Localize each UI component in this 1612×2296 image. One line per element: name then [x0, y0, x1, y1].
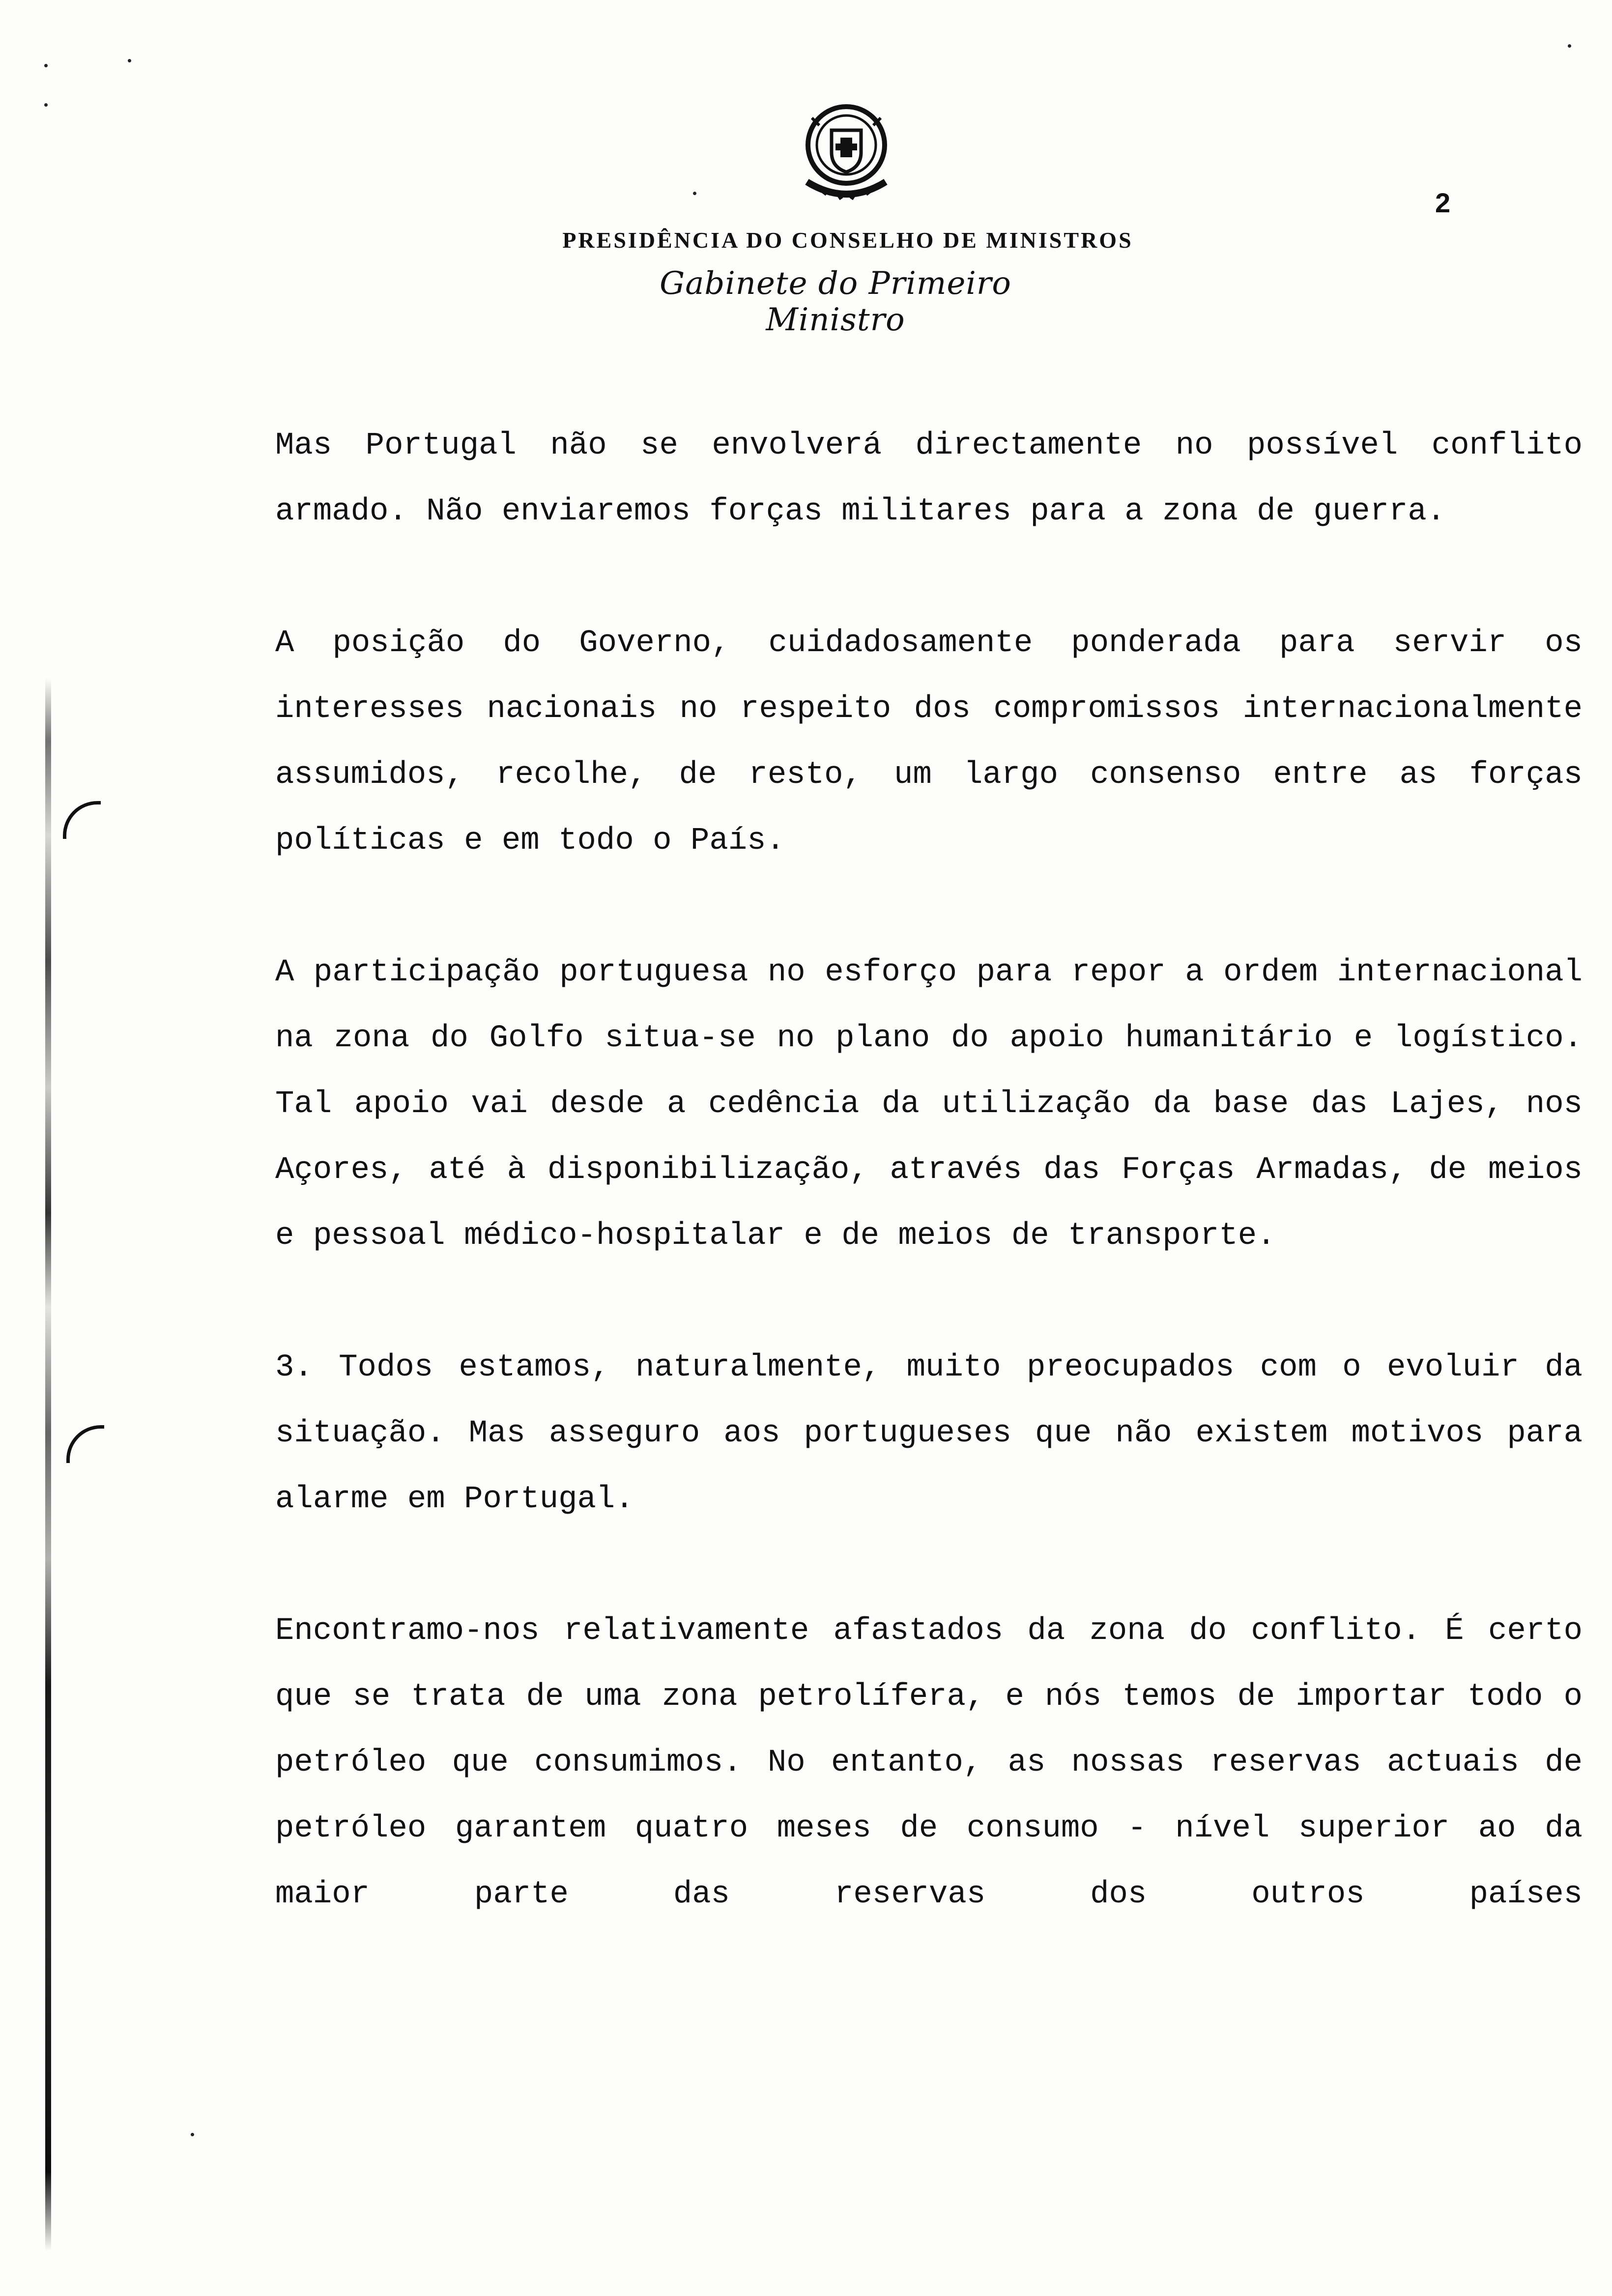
scan-speck: [44, 64, 48, 67]
paragraph: A posição do Governo, cuidadosamente ponderada para servir os interesses nacionais no respeito dos compromissos internacionalmente assumidos, recolhe, de resto, um largo consenso entre as forças políticas e em todo o País.: [275, 626, 1583, 859]
issuing-office: PRESIDÊNCIA DO CONSELHO DE MINISTROS: [562, 228, 1133, 253]
portuguese-coat-of-arms-icon: [792, 98, 900, 211]
paragraph: Encontramo-nos relativamente afastados da zona do conflito. É certo que se trata de uma zona petrolífera, e nós temos de importar todo o petróleo que consumimos. No entanto, as nossas reservas actuais de petróleo garantem quatro meses de consumo - nível superior ao da maior parte das reservas dos outros países: [275, 1613, 1583, 1912]
scan-speck: [191, 2133, 194, 2136]
scan-speck: [128, 59, 131, 62]
punch-hole-mark-lower: [66, 1425, 104, 1463]
scan-speck: [693, 192, 696, 195]
cabinet-signature-line: Gabinete do Primeiro Ministro: [660, 265, 1011, 338]
page-number: 2: [1435, 187, 1451, 218]
punch-hole-mark-upper: [63, 801, 101, 839]
scan-binding-edge: [45, 678, 51, 2251]
scan-speck: [44, 103, 48, 107]
document-body: [275, 413, 1583, 1927]
paragraph: A participação portuguesa no esforço para repor a ordem internacional na zona do Golfo situa-se no plano do apoio humanitário e logístico. Tal apoio vai desde a cedência da utilização da base das Lajes, nos Açores, até à disponibilização, através das Forças Armadas, de meios e pessoal médico-hospitalar e de meios de transporte.: [275, 955, 1583, 1254]
paragraph: Mas Portugal não se envolverá directamente no possível conflito armado. Não enviaremos forças militares para a zona de guerra.: [275, 428, 1583, 529]
paragraph: 3. Todos estamos, naturalmente, muito preocupados com o evoluir da situação. Mas asseguro aos portugueses que não existem motivos para alarme em Portugal.: [275, 1350, 1583, 1517]
scan-speck: [1568, 44, 1571, 48]
